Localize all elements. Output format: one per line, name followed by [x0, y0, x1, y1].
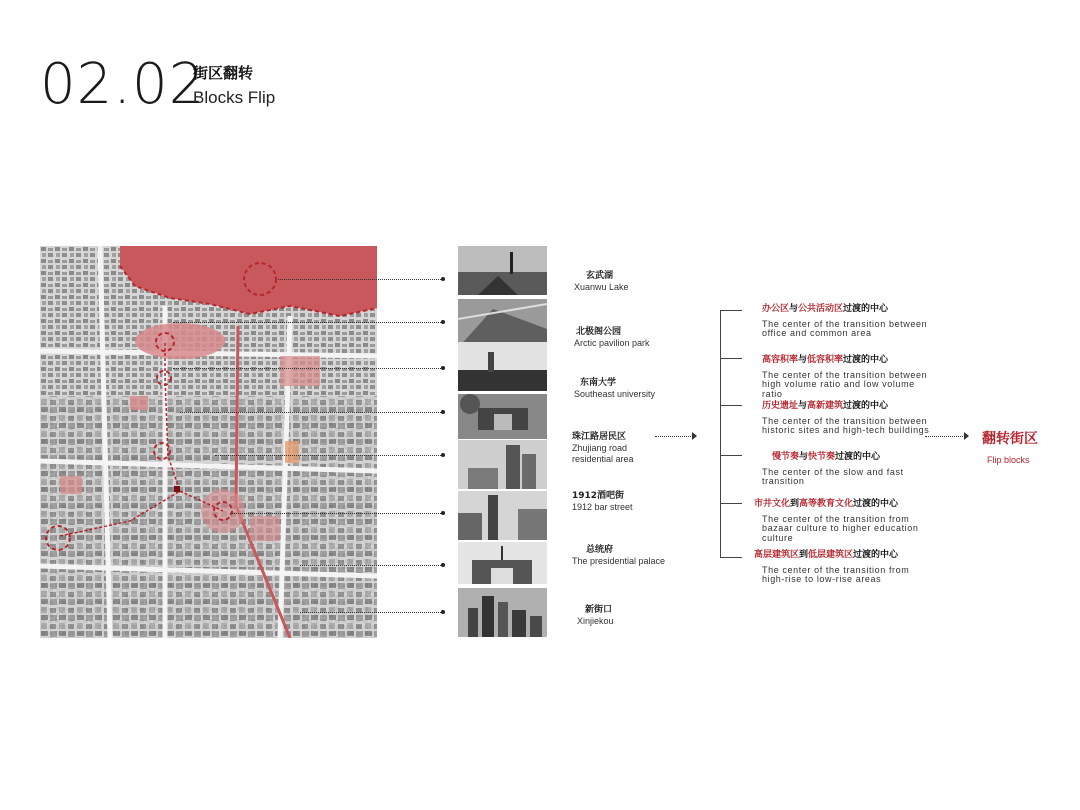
center-item-4 — [762, 453, 932, 487]
leader-line-1 — [278, 279, 443, 280]
bar-street-photo — [458, 491, 547, 540]
center-tail: 过渡的中心 — [835, 452, 881, 462]
center-desc: The center of the transition between historic sites and high-tech buildings — [762, 415, 930, 436]
page-title-cn: 街区翻转 — [193, 64, 254, 82]
place-cn: 1912酒吧街 — [572, 491, 625, 501]
center-desc: The center of the transition from high-rise to low-rise areas — [762, 564, 910, 585]
leader-dot-7 — [441, 563, 445, 567]
center-tail: 过渡的中心 — [853, 550, 899, 560]
section-number: 02.02 — [40, 52, 206, 117]
residential-photo — [458, 440, 547, 489]
center-term-b: 快节奏 — [808, 452, 836, 462]
place-en: The presidential palace — [572, 556, 666, 566]
center-term-b: 高等教育文化 — [799, 499, 854, 509]
center-item-5 — [754, 499, 932, 543]
leader-line-7 — [300, 565, 443, 566]
bracket-tick — [720, 557, 742, 558]
place-cn: 总统府 — [586, 545, 614, 555]
center-item-6 — [754, 550, 932, 585]
leader-dot-1 — [441, 277, 445, 281]
place-cn: 玄武湖 — [586, 271, 614, 281]
place-label-zhujiang — [572, 432, 652, 465]
leader-dot-5 — [441, 453, 445, 457]
leader-line-5 — [215, 455, 443, 456]
arrow-to-result — [925, 436, 965, 437]
bracket-tick — [720, 455, 742, 456]
center-connector: 与 — [798, 401, 808, 411]
center-item-3 — [762, 402, 932, 436]
place-cn: 新街口 — [585, 605, 613, 615]
center-term-a: 历史遗址 — [762, 401, 799, 411]
center-connector: 与 — [798, 355, 808, 365]
university-gate-photo — [458, 394, 547, 439]
leader-line-4 — [180, 412, 443, 413]
center-desc: The center of the transition between high volume ratio and low volume ratio — [762, 369, 928, 399]
leader-line-2 — [173, 322, 443, 323]
center-desc: The center of the transition between office and common area — [762, 318, 928, 339]
leader-dot-6 — [441, 511, 445, 515]
lake-photo — [458, 246, 547, 295]
bracket-line — [720, 310, 721, 558]
center-term-a: 高容积率 — [762, 355, 799, 365]
park-photo — [458, 299, 547, 348]
center-desc: The center of the transition from bazaar culture to higher education culture — [762, 513, 919, 543]
arrow-to-centers — [655, 436, 693, 437]
center-connector: 到 — [790, 499, 800, 509]
leader-line-6 — [230, 513, 443, 514]
place-label-xinjiekou — [577, 605, 614, 627]
arrow-head-icon — [692, 432, 697, 440]
place-label-arctic — [574, 327, 650, 349]
bracket-tick — [720, 405, 742, 406]
center-term-b: 高新建筑 — [807, 401, 844, 411]
leader-dot-2 — [441, 320, 445, 324]
leader-dot-8 — [441, 610, 445, 614]
center-tail: 过渡的中心 — [843, 355, 889, 365]
place-label-southeast — [574, 378, 655, 400]
leader-dot-3 — [441, 366, 445, 370]
leader-dot-4 — [441, 410, 445, 414]
leader-line-3 — [173, 368, 443, 369]
bracket-tick — [720, 358, 742, 359]
place-en: Xinjiekou — [577, 616, 614, 626]
university-photo — [458, 342, 547, 391]
map-graphic — [40, 246, 377, 638]
center-term-b: 公共活动区 — [798, 304, 844, 314]
arrow-head-icon — [964, 432, 969, 440]
center-connector: 与 — [799, 452, 809, 462]
place-en: Arctic pavilion park — [574, 338, 650, 348]
center-term-b: 低层建筑区 — [808, 550, 854, 560]
city-map — [40, 246, 377, 638]
center-tail: 过渡的中心 — [843, 304, 889, 314]
bracket-tick — [720, 310, 742, 311]
place-en: Southeast university — [574, 389, 656, 399]
place-cn: 珠江路居民区 — [572, 432, 627, 442]
center-term-a: 市井文化 — [754, 499, 791, 509]
place-en: 1912 bar street — [572, 502, 633, 512]
bracket-tick — [720, 503, 742, 504]
center-tail: 过渡的中心 — [853, 499, 899, 509]
center-item-2 — [762, 356, 932, 399]
center-term-a: 慢节奏 — [772, 452, 800, 462]
place-label-xuanwu — [574, 271, 629, 293]
center-term-b: 低容积率 — [807, 355, 844, 365]
place-label-palace — [572, 545, 665, 567]
place-en: Zhujiang road residential area — [572, 443, 634, 464]
center-desc: The center of the slow and fast transition — [762, 466, 904, 487]
center-connector: 到 — [799, 550, 809, 560]
place-en: Xuanwu Lake — [574, 282, 629, 292]
place-cn: 东南大学 — [580, 378, 617, 388]
center-item-1 — [762, 305, 932, 339]
result-title-cn: 翻转街区 — [982, 431, 1038, 447]
center-connector: 与 — [789, 304, 799, 314]
place-cn: 北极阁公园 — [576, 327, 622, 337]
center-term-a: 高层建筑区 — [754, 550, 800, 560]
place-label-1912 — [572, 491, 633, 513]
leader-line-8 — [300, 612, 443, 613]
skyline-photo — [458, 588, 547, 637]
page-title-en: Blocks Flip — [193, 88, 276, 107]
center-term-a: 办公区 — [762, 304, 790, 314]
center-tail: 过渡的中心 — [843, 401, 889, 411]
palace-photo — [458, 542, 547, 584]
result-title-en: Flip blocks — [987, 455, 1030, 465]
